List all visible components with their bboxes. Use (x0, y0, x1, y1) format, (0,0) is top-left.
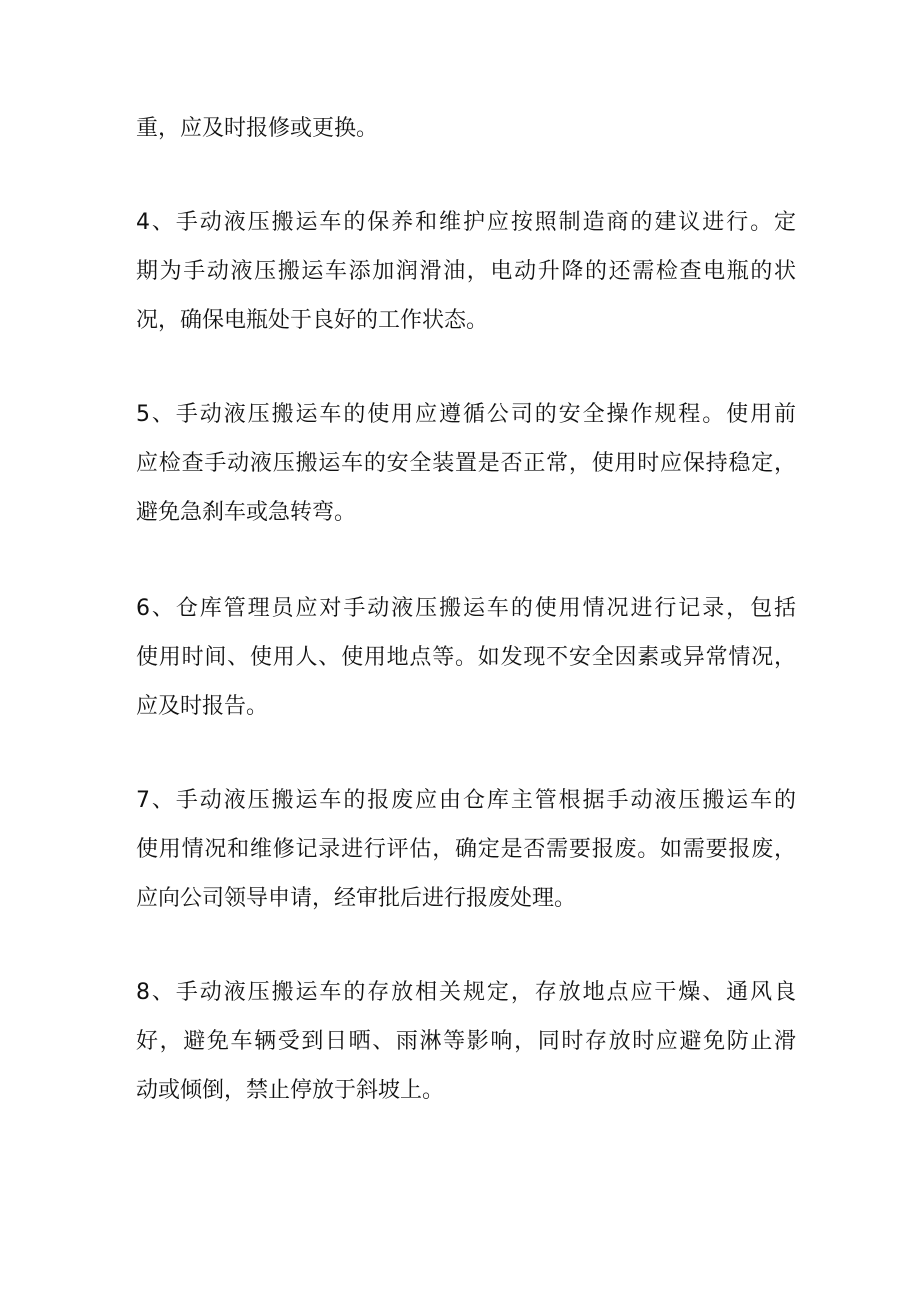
paragraph-line: 况，确保电瓶处于良好的工作状态。 (136, 308, 489, 333)
paragraph-line: 6、仓库管理员应对手动液压搬运车的使用情况进行记录，包括 (136, 596, 796, 621)
paragraph-item-8 (136, 968, 796, 1115)
paragraph-line: 重，应及时报修或更换。 (136, 116, 379, 141)
paragraph-line: 使用时间、使用人、使用地点等。如发现不安全因素或异常情况， (136, 645, 796, 670)
paragraph-line: 避免急刹车或急转弯。 (136, 500, 357, 525)
paragraph-line: 期为手动液压搬运车添加润滑油，电动升降的还需检查电瓶的状 (136, 259, 796, 284)
paragraph-line: 应向公司领导申请，经审批后进行报废处理。 (136, 886, 577, 911)
paragraph-item-6 (136, 584, 796, 731)
paragraph-item-7 (136, 776, 796, 923)
paragraph-line: 8、手动液压搬运车的存放相关规定，存放地点应干燥、通风良 (136, 980, 796, 1005)
paragraph-line: 4、手动液压搬运车的保养和维护应按照制造商的建议进行。定 (136, 210, 796, 235)
paragraph-continuation (136, 104, 796, 153)
paragraph-line: 使用情况和维修记录进行评估，确定是否需要报废。如需要报废， (136, 837, 796, 862)
paragraph-line: 好，避免车辆受到日晒、雨淋等影响，同时存放时应避免防止滑 (136, 1029, 796, 1054)
paragraph-line: 7、手动液压搬运车的报废应由仓库主管根据手动液压搬运车的 (136, 788, 796, 813)
paragraph-line: 应检查手动液压搬运车的安全装置是否正常，使用时应保持稳定， (136, 451, 796, 476)
paragraph-line: 应及时报告。 (136, 694, 269, 719)
paragraph-line: 动或倾倒，禁止停放于斜坡上。 (136, 1078, 445, 1103)
paragraph-item-4 (136, 198, 796, 345)
paragraph-item-5 (136, 390, 796, 537)
paragraph-line: 5、手动液压搬运车的使用应遵循公司的安全操作规程。使用前 (136, 402, 796, 427)
